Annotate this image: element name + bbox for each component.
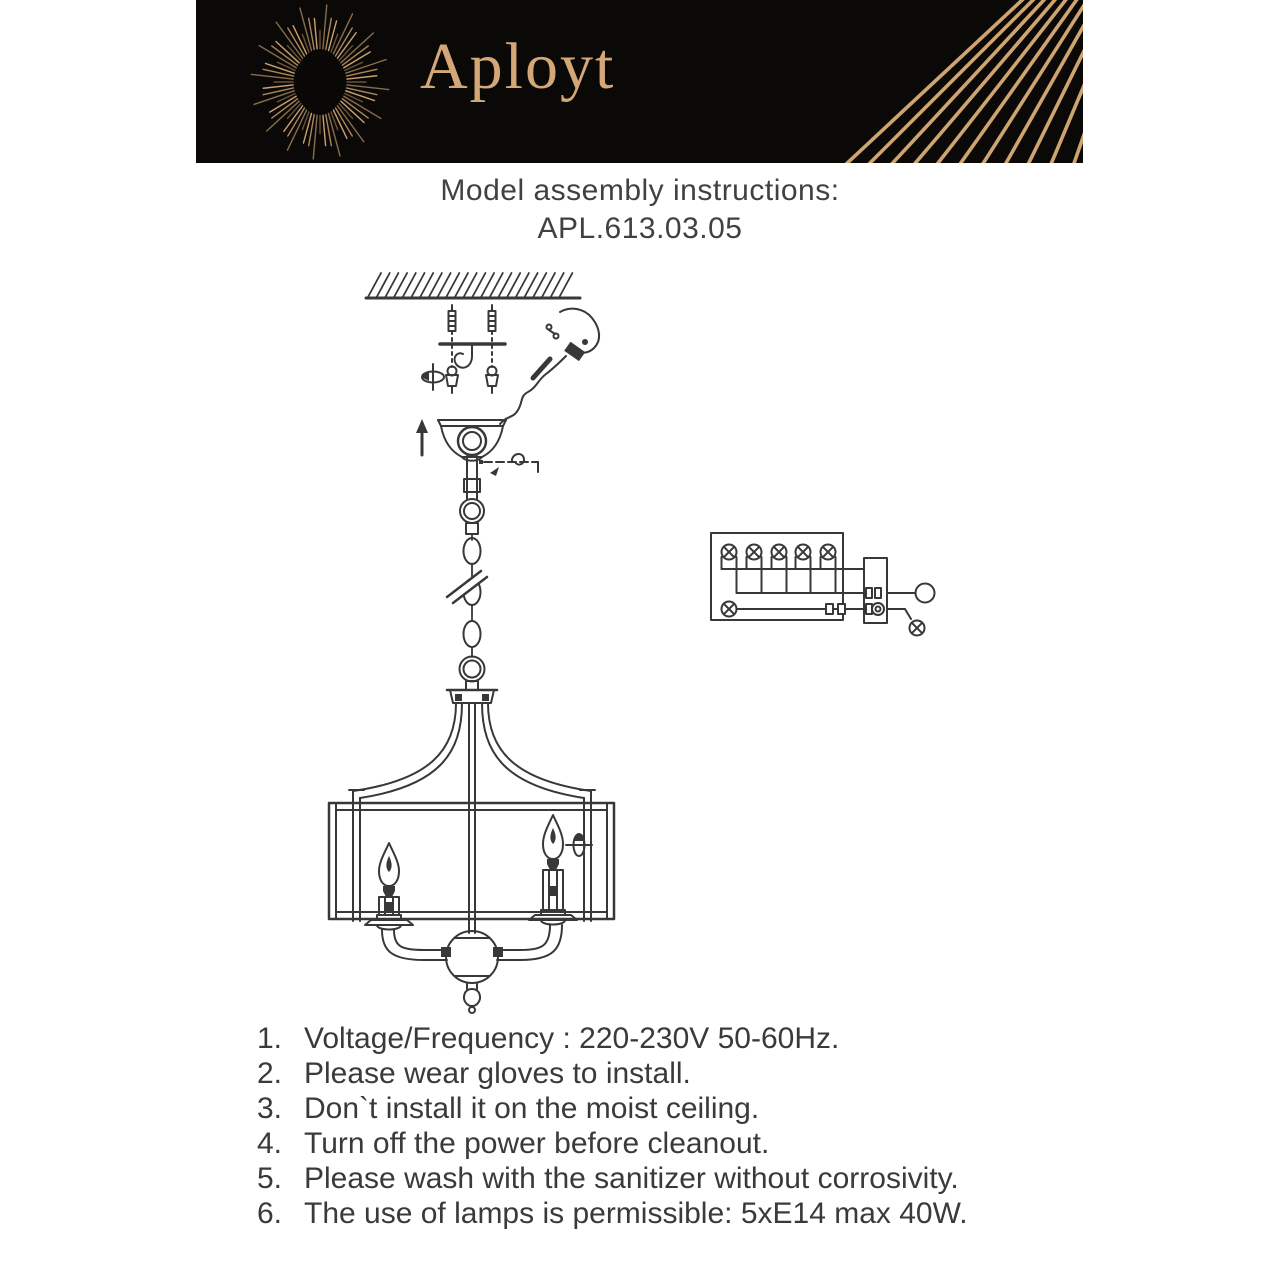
lamp-symbol-icon: [772, 545, 787, 560]
item-number: 6.: [256, 1197, 282, 1230]
center-sphere: [441, 931, 503, 983]
list-item: [236, 1021, 968, 1056]
item-text: Voltage/Frequency : 220-230V 50-60Hz.: [304, 1022, 840, 1055]
wiring-schematic: [711, 533, 935, 636]
instruction-list: [236, 1021, 968, 1231]
ceiling-hatch: [366, 273, 580, 298]
lamp-symbol-icon: [722, 545, 737, 560]
chain-break-icon: [447, 571, 487, 603]
cap: [447, 690, 497, 703]
hook-icon: [455, 344, 472, 368]
item-text: Don`t install it on the moist ceiling.: [304, 1092, 760, 1125]
rotation-arrow-icon: [421, 364, 444, 390]
hanging-chain: [460, 523, 485, 690]
lamp-symbol-icon: [722, 602, 737, 617]
drum-shade: [329, 803, 614, 919]
supply-junction-circle: [916, 584, 935, 603]
item-text: Please wash with the sanitizer without corrosivity.: [304, 1162, 959, 1195]
item-number: 4.: [256, 1127, 282, 1160]
anchor-screw-icon: [486, 305, 498, 393]
title-line-1: Model assembly instructions:: [440, 174, 840, 207]
list-item: [236, 1056, 968, 1091]
item-number: 1.: [256, 1022, 282, 1055]
item-text: The use of lamps is permissible: 5xE14 max 40W.: [304, 1197, 968, 1230]
up-arrow-icon: [416, 419, 428, 455]
item-number: 5.: [256, 1162, 282, 1195]
item-number: 3.: [256, 1092, 282, 1125]
list-item: [236, 1196, 968, 1231]
candle-bulb-icon: [365, 843, 447, 960]
item-text: Please wear gloves to install.: [304, 1057, 691, 1090]
finial: [464, 983, 480, 1013]
rotation-arrow-icon: [566, 833, 592, 856]
lamp-symbol-icon: [821, 545, 836, 560]
item-number: 2.: [256, 1057, 282, 1090]
item-text: Turn off the power before cleanout.: [304, 1127, 770, 1160]
hook-tool-icon: [479, 454, 538, 476]
list-item: [236, 1091, 968, 1126]
candle-bulb-icon: [497, 815, 577, 960]
lamp-symbol-icon: [796, 545, 811, 560]
lamp-symbol-icon: [910, 621, 925, 636]
power-wire: [500, 309, 599, 424]
brand-logo-text: Aployt: [420, 30, 616, 103]
model-number: APL.613.03.05: [537, 212, 743, 245]
lamp-symbol-icon: [747, 545, 762, 560]
list-item: [236, 1126, 968, 1161]
list-item: [236, 1161, 968, 1196]
anchor-screw-icon: [446, 305, 458, 393]
